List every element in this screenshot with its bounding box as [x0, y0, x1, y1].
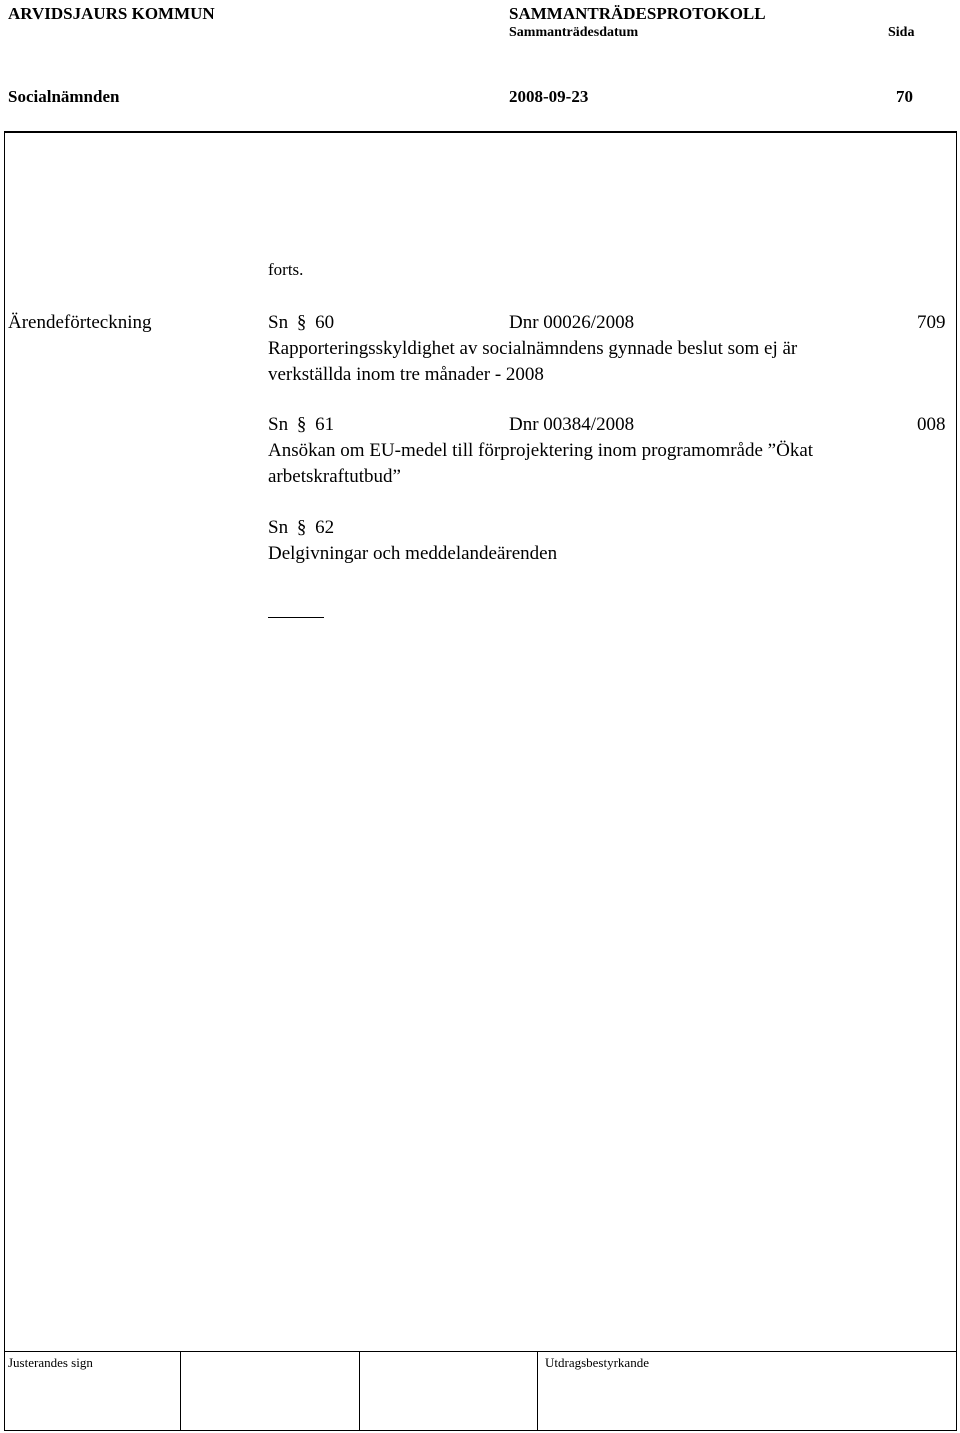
footer-divider — [359, 1352, 360, 1430]
item-61-title-line1: Ansökan om EU-medel till förprojektering inom programområde ”Ökat — [268, 440, 814, 461]
section-mark: § — [296, 517, 307, 538]
document-type: SAMMANTRÄDESPROTOKOLL — [509, 4, 766, 23]
item-61-dnr: Dnr 00384/2008 — [509, 414, 635, 435]
item-62-title-line1: Delgivningar och meddelandeärenden — [268, 543, 558, 564]
item-number: 60 — [315, 312, 335, 333]
justerandes-sign-label: Justerandes sign — [8, 1355, 93, 1370]
utdragsbestyrkande-label: Utdragsbestyrkande — [545, 1355, 649, 1370]
item-60-title-line1: Rapporteringsskyldighet av socialnämndens gynnade beslut som ej är — [268, 338, 798, 359]
item-number: 61 — [315, 414, 335, 435]
sn-label: Sn — [268, 414, 289, 435]
sn-label: Sn — [268, 517, 289, 538]
item-60-title-line2: verkställda inom tre månader - 2008 — [268, 364, 544, 385]
organization-name: ARVIDSJAURS KOMMUN — [8, 4, 215, 23]
committee-name: Socialnämnden — [8, 87, 120, 106]
item-61-title-line2: arbetskraftutbud” — [268, 466, 401, 487]
item-61-sn — [268, 414, 334, 436]
section-mark: § — [296, 312, 307, 333]
signature-footer — [4, 1351, 957, 1431]
continued-note: forts. — [268, 260, 304, 279]
meeting-date: 2008-09-23 — [509, 87, 589, 106]
item-60-code: 709 — [917, 312, 946, 333]
item-number: 62 — [315, 517, 335, 538]
item-61-code: 008 — [917, 414, 946, 435]
sn-label: Sn — [268, 312, 289, 333]
item-60-sn — [268, 312, 334, 334]
page-number: 70 — [896, 87, 913, 106]
item-60-dnr: Dnr 00026/2008 — [509, 312, 635, 333]
section-mark: § — [296, 414, 307, 435]
meeting-date-label: Sammanträdesdatum — [509, 25, 639, 40]
section-label: Ärendeförteckning — [8, 312, 152, 333]
closing-rule — [268, 617, 324, 618]
footer-divider — [180, 1352, 181, 1430]
page-label: Sida — [888, 25, 915, 40]
footer-divider — [537, 1352, 538, 1430]
item-62-sn — [268, 517, 334, 539]
